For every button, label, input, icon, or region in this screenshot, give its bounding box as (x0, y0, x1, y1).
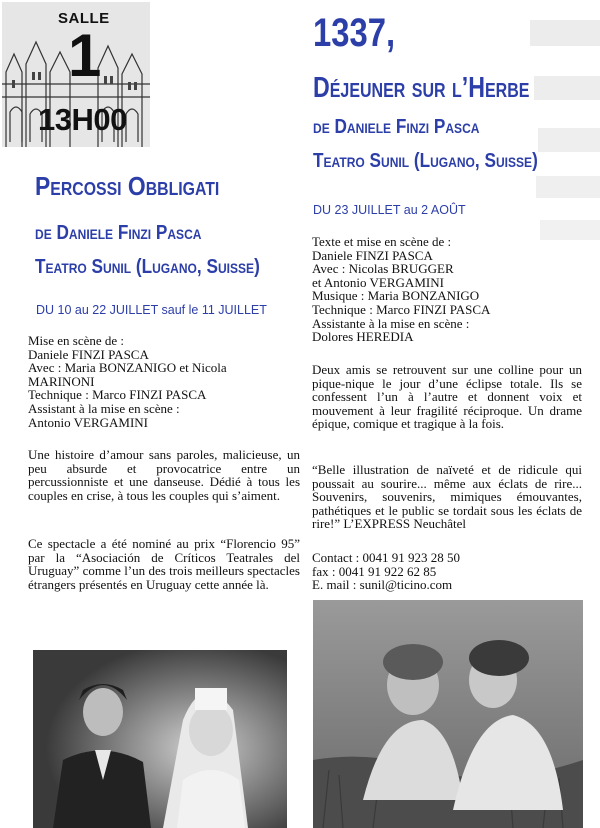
right-title-line1: 1337, (313, 11, 396, 55)
right-performance-photo (313, 600, 583, 828)
right-credit-line: Technique : Marco FINZI PASCA (312, 301, 491, 317)
right-credit-line: et Antonio VERGAMINI (312, 274, 444, 290)
right-title-line4: Teatro Sunil (Lugano, Suisse) (313, 150, 538, 172)
background-watermark (520, 10, 600, 250)
right-credit-line: Avec : Nicolas BRUGGER (312, 261, 454, 277)
right-credit-line: Assistante à la mise en scène : (312, 315, 470, 331)
salle-time: 13H00 (38, 102, 127, 137)
contact-fax: fax : 0041 91 922 62 85 (312, 563, 437, 579)
contact-phone: Contact : 0041 91 923 28 50 (312, 550, 461, 565)
left-dates: DU 10 au 22 JUILLET sauf le 11 JUILLET (36, 303, 267, 317)
left-credit-line: MARINONI (28, 373, 95, 389)
salle-label: SALLE (58, 10, 110, 27)
left-performance-photo (33, 650, 287, 828)
left-paragraph-story: Une histoire d’amour sans paroles, malicieuse, un peu absurde et provocatrice entre un percussionniste et une danseuse. Dédié à tous les couples en crise, à tous les couples qui s’aiment. (28, 447, 300, 503)
left-credit-line: Antonio VERGAMINI (28, 414, 149, 430)
right-credit-line: Musique : Maria BONZANIGO (312, 288, 480, 304)
right-title-line3: de Daniele Finzi Pasca (313, 116, 480, 138)
right-paragraph-story: Deux amis se retrouvent sur une colline pour un pique-nique le jour d’une éclipse totale. Ils se confessent l’un à l’autre et donnent voix et mouvement à leur fragilité réciproque. Un drame épique, comique et tragique à la fois. (312, 362, 582, 432)
right-credit-line: Dolores HEREDIA (312, 329, 414, 345)
left-title-line3: Teatro Sunil (Lugano, Suisse) (35, 256, 260, 278)
right-paragraph-quote: “Belle illustration de naïveté et de ridicule qui poussait au sourire... même aux éclats de rire... Souvenirs, souvenirs, mimiques émouvantes, pathétiques et le public se tordait sous les éclats de rire!” L’EXPRESS Neuchâtel (312, 462, 582, 532)
right-credits (312, 235, 582, 344)
right-credit-line: Texte et mise en scène de : (312, 234, 452, 249)
left-paragraph-award: Ce spectacle a été nominé au prix “Florencio 95” par la “Asociación de Críticos Teatrales del Uruguay” comme l’un des trois meilleurs spectacles étrangers présentés en Uruguay cette année là. (28, 536, 300, 592)
left-credit-line: Avec : Maria BONZANIGO et Nicola (28, 360, 227, 376)
left-credits (28, 334, 300, 429)
right-credit-line: Daniele FINZI PASCA (312, 247, 433, 263)
right-contact-block (312, 551, 582, 592)
left-credit-line: Technique : Marco FINZI PASCA (28, 387, 207, 403)
left-credit-line: Assistant à la mise en scène : (28, 400, 180, 416)
right-title-line2: Déjeuner sur l’Herbe (313, 72, 530, 104)
left-title-line1: Percossi Obbligati (35, 171, 220, 201)
left-title-line2: de Daniele Finzi Pasca (35, 222, 202, 244)
right-dates: DU 23 JUILLET au 2 AOÛT (313, 203, 466, 217)
salle-number: 1 (68, 22, 102, 89)
contact-email: E. mail : sunil@ticino.com (312, 577, 453, 593)
salle-header (2, 2, 150, 147)
left-credit-line: Mise en scène de : (28, 333, 125, 348)
left-credit-line: Daniele FINZI PASCA (28, 346, 149, 362)
